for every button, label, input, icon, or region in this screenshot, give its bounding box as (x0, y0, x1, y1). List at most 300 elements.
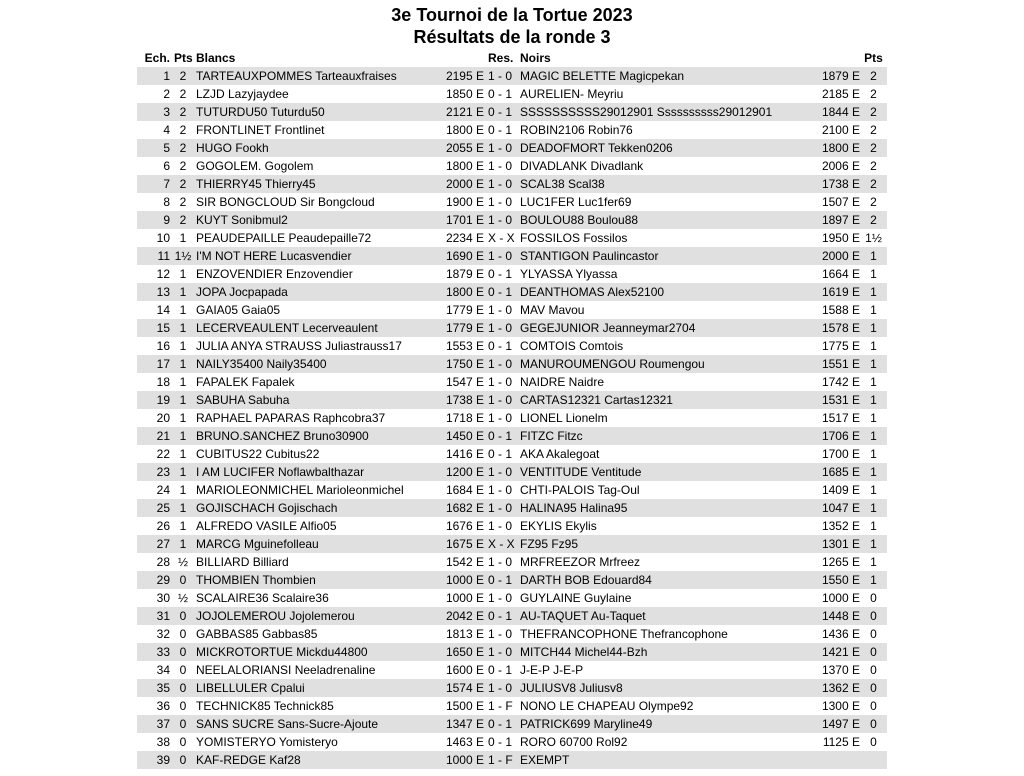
game-result: 0 - 1 (488, 447, 513, 461)
game-result: 1 - 0 (488, 211, 520, 229)
black-player: MRFREEZOR Mrfreez (520, 555, 640, 569)
black-elo: 1436 E (821, 627, 860, 641)
board-number: 10 (156, 231, 170, 245)
black-player: AKA Akalegoat (520, 447, 600, 461)
black-player: PATRICK699 Maryline49 (520, 715, 812, 733)
game-result: 0 - 1 (488, 87, 513, 101)
table-row (137, 661, 887, 679)
white-player: JOJOLEMEROU Jojolemerou (196, 607, 438, 625)
black-player: FITZC Fitzc (520, 427, 812, 445)
board-number: 4 (163, 123, 170, 137)
header-black-points: Pts (864, 51, 883, 65)
black-points: 0 (860, 607, 887, 625)
white-points: 2 (179, 123, 187, 137)
white-points: 1 (174, 499, 196, 517)
black-elo: 1421 E (812, 643, 860, 661)
white-points: 1 (179, 411, 187, 425)
board-number: 17 (137, 355, 174, 373)
white-player: I'M NOT HERE Lucasvendier (196, 247, 438, 265)
board-number: 37 (137, 715, 174, 733)
table-row (137, 301, 887, 319)
table-row (137, 319, 887, 337)
black-elo: 1000 E (821, 591, 860, 605)
black-player: EKYLIS Ekylis (520, 519, 597, 533)
board-number: 11 (137, 247, 174, 265)
white-player: ENZOVENDIER Enzovendier (196, 267, 353, 281)
board-number: 30 (156, 591, 170, 605)
header-white-points: Pts (174, 51, 193, 65)
white-elo: 1779 E (445, 303, 484, 317)
white-elo: 1553 E (445, 339, 484, 353)
black-points (860, 751, 887, 769)
white-elo: 1675 E (438, 535, 488, 553)
header-board: Ech. (144, 51, 170, 65)
table-row (137, 499, 887, 517)
board-number: 21 (137, 427, 174, 445)
black-points: 1½ (865, 231, 882, 245)
game-result: 1 - 0 (488, 591, 513, 605)
black-elo: 1497 E (812, 715, 860, 733)
white-player: NAILY35400 Naily35400 (196, 355, 438, 373)
white-points: 1 (179, 483, 187, 497)
white-elo: 1000 E (438, 751, 488, 769)
black-points: 1 (860, 535, 887, 553)
header-black: Noirs (520, 51, 551, 65)
board-number: 19 (137, 391, 174, 409)
white-player: PEAUDEPAILLE Peaudepaille72 (196, 231, 372, 245)
black-player: SCAL38 Scal38 (520, 175, 812, 193)
white-points: 1 (174, 427, 196, 445)
game-result: 0 - 1 (488, 735, 513, 749)
white-points: 0 (179, 663, 187, 677)
white-points: 1 (179, 519, 187, 533)
white-elo: 1738 E (438, 391, 488, 409)
black-elo: 1047 E (812, 499, 860, 517)
black-points: 0 (860, 679, 887, 697)
white-points: 1 (174, 391, 196, 409)
white-points: 1 (179, 375, 187, 389)
white-points: 0 (174, 571, 196, 589)
table-row (137, 211, 887, 229)
black-player: ROBIN2106 Robin76 (520, 123, 633, 137)
white-elo: 1000 E (438, 571, 488, 589)
black-points: 2 (860, 139, 887, 157)
white-points: 1 (174, 535, 196, 553)
table-row (137, 445, 887, 463)
black-elo: 2185 E (821, 87, 860, 101)
header-result: Res. (488, 51, 514, 65)
game-result: 1 - 0 (488, 411, 513, 425)
white-player: JOPA Jocpapada (196, 283, 438, 301)
white-player: JULIA ANYA STRAUSS Juliastrauss17 (196, 339, 402, 353)
game-result: 1 - 0 (488, 499, 520, 517)
white-elo: 1676 E (445, 519, 484, 533)
white-player: THOMBIEN Thombien (196, 571, 438, 589)
white-elo: 2000 E (438, 175, 488, 193)
white-points: 1 (174, 319, 196, 337)
white-points: ½ (177, 591, 188, 605)
white-elo: 2055 E (438, 139, 488, 157)
game-result: 0 - 1 (488, 339, 513, 353)
black-player: GEGEJUNIOR Jeanneymar2704 (520, 319, 812, 337)
white-points: 2 (179, 195, 187, 209)
black-player: CHTI-PALOIS Tag-Oul (520, 483, 640, 497)
white-elo: 1701 E (438, 211, 488, 229)
white-player: LZJD Lazyjaydee (196, 87, 289, 101)
board-number: 18 (156, 375, 170, 389)
black-points: 1 (860, 283, 887, 301)
black-elo: 1950 E (821, 231, 860, 245)
black-player: FZ95 Fz95 (520, 535, 812, 553)
black-points: 0 (870, 591, 877, 605)
white-points: 2 (179, 87, 187, 101)
black-elo: 1301 E (812, 535, 860, 553)
white-elo: 2042 E (438, 607, 488, 625)
black-elo: 1800 E (812, 139, 860, 157)
black-player: J-E-P J-E-P (520, 663, 584, 677)
white-player: FRONTLINET Frontlinet (196, 123, 325, 137)
table-row (137, 283, 887, 301)
white-points: 2 (174, 211, 196, 229)
white-elo: 2234 E (445, 231, 484, 245)
black-player: DEANTHOMAS Alex52100 (520, 283, 812, 301)
white-player: BILLIARD Billiard (196, 555, 289, 569)
black-player: FOSSILOS Fossilos (520, 231, 628, 245)
black-player: COMTOIS Comtois (520, 339, 624, 353)
black-elo: 1844 E (812, 103, 860, 121)
white-elo: 1547 E (445, 375, 484, 389)
black-elo (812, 751, 860, 769)
game-result: 1 - 0 (488, 519, 513, 533)
game-result: 1 - 0 (488, 355, 520, 373)
black-player: HALINA95 Halina95 (520, 499, 812, 517)
game-result: 0 - 1 (488, 571, 520, 589)
white-elo: 1850 E (445, 87, 484, 101)
game-result: 0 - 1 (488, 103, 520, 121)
round-subtitle: Résultats de la ronde 3 (413, 27, 611, 47)
white-player: GABBAS85 Gabbas85 (196, 627, 318, 641)
white-player: CUBITUS22 Cubitus22 (196, 447, 320, 461)
table-row (137, 427, 887, 445)
white-elo: 1800 E (445, 123, 484, 137)
table-row (137, 373, 887, 391)
board-number: 9 (137, 211, 174, 229)
game-result: 1 - 0 (488, 67, 520, 85)
results-table (137, 49, 887, 769)
table-row (137, 625, 887, 643)
header-row (137, 49, 887, 67)
table-row (137, 247, 887, 265)
table-row (137, 391, 887, 409)
black-elo: 1531 E (812, 391, 860, 409)
white-points: 1 (174, 463, 196, 481)
game-result: 1 - 0 (488, 303, 513, 317)
white-elo: 1800 E (445, 159, 484, 173)
table-row (137, 733, 887, 751)
game-result: 0 - 1 (488, 267, 513, 281)
table-row (137, 157, 887, 175)
black-points: 2 (870, 159, 877, 173)
white-points: 0 (179, 627, 187, 641)
board-number: 27 (137, 535, 174, 553)
white-player: SABUHA Sabuha (196, 391, 438, 409)
white-elo: 1347 E (438, 715, 488, 733)
board-number: 12 (156, 267, 170, 281)
black-elo: 1775 E (821, 339, 860, 353)
black-points: 0 (870, 699, 877, 713)
table-row (137, 103, 887, 121)
black-points: 1 (860, 499, 887, 517)
white-elo: 2195 E (438, 67, 488, 85)
board-number: 29 (137, 571, 174, 589)
black-player: CARTAS12321 Cartas12321 (520, 391, 812, 409)
board-number: 6 (163, 159, 170, 173)
table-row (137, 571, 887, 589)
white-player: I AM LUCIFER Noflawbalthazar (196, 463, 438, 481)
black-points: 0 (870, 735, 877, 749)
black-player: RORO 60700 Rol92 (520, 735, 628, 749)
white-elo: 1684 E (445, 483, 484, 497)
black-elo: 1897 E (812, 211, 860, 229)
board-number: 38 (156, 735, 170, 749)
white-points: 1½ (174, 247, 196, 265)
board-number: 33 (137, 643, 174, 661)
white-elo: 1900 E (445, 195, 484, 209)
white-elo: 1879 E (445, 267, 484, 281)
table-row (137, 337, 887, 355)
black-points: 1 (870, 447, 877, 461)
white-points: 1 (174, 283, 196, 301)
black-points: 1 (860, 391, 887, 409)
black-points: 1 (860, 427, 887, 445)
black-points: 1 (870, 267, 877, 281)
black-elo: 1300 E (821, 699, 860, 713)
white-elo: 1416 E (445, 447, 484, 461)
black-player: AU-TAQUET Au-Taquet (520, 607, 812, 625)
board-number: 32 (156, 627, 170, 641)
black-elo: 1409 E (821, 483, 860, 497)
white-player: SCALAIRE36 Scalaire36 (196, 591, 329, 605)
game-result: 0 - 1 (488, 427, 520, 445)
board-number: 22 (156, 447, 170, 461)
white-player: SIR BONGCLOUD Sir Bongcloud (196, 195, 375, 209)
black-player: NAIDRE Naidre (520, 375, 605, 389)
white-player: ALFREDO VASILE Alfio05 (196, 519, 337, 533)
header-white-elo (438, 49, 488, 67)
white-player: RAPHAEL PAPARAS Raphcobra37 (196, 411, 386, 425)
white-elo: 1690 E (438, 247, 488, 265)
black-elo: 1370 E (821, 663, 860, 677)
black-points: 1 (870, 339, 877, 353)
white-points: 1 (174, 355, 196, 373)
black-points: 1 (870, 411, 877, 425)
black-elo: 1685 E (812, 463, 860, 481)
game-result: 1 - 0 (488, 463, 520, 481)
white-player: MICKROTORTUE Mickdu44800 (196, 643, 438, 661)
black-player: MAGIC BELETTE Magicpekan (520, 67, 812, 85)
table-row (137, 553, 887, 571)
black-player: DEADOFMORT Tekken0206 (520, 139, 812, 157)
board-number: 26 (156, 519, 170, 533)
game-result: 1 - F (488, 751, 520, 769)
game-result: 1 - 0 (488, 627, 513, 641)
table-row (137, 643, 887, 661)
white-player: NEELALORIANSI Neeladrenaline (196, 663, 376, 677)
white-elo: 1718 E (445, 411, 484, 425)
black-elo: 1551 E (812, 355, 860, 373)
board-number: 28 (156, 555, 170, 569)
black-elo: 1265 E (821, 555, 860, 569)
table-row (137, 679, 887, 697)
black-player: SSSSSSSSSS29012901 Ssssssssss29012901 (520, 103, 812, 121)
game-result: 1 - 0 (488, 643, 520, 661)
game-result: 0 - 1 (488, 715, 520, 733)
board-number: 2 (163, 87, 170, 101)
table-row (137, 139, 887, 157)
white-elo: 1750 E (438, 355, 488, 373)
white-points: 0 (174, 751, 196, 769)
white-points: 1 (179, 303, 187, 317)
white-points: 2 (179, 159, 187, 173)
black-elo: 2000 E (812, 247, 860, 265)
white-player: MARCG Mguinefolleau (196, 535, 438, 553)
black-elo: 1706 E (812, 427, 860, 445)
white-elo: 1463 E (445, 735, 484, 749)
white-player: TECHNICK85 Technick85 (196, 699, 334, 713)
table-row (137, 229, 887, 247)
game-result: 1 - 0 (488, 175, 520, 193)
black-player: LUC1FER Luc1fer69 (520, 195, 632, 209)
white-elo: 1779 E (438, 319, 488, 337)
black-elo: 1578 E (812, 319, 860, 337)
black-points: 1 (870, 483, 877, 497)
board-number: 25 (137, 499, 174, 517)
black-points: 2 (870, 195, 877, 209)
header-white: Blancs (196, 51, 236, 65)
white-player: LECERVEAULENT Lecerveaulent (196, 319, 438, 337)
white-player: THIERRY45 Thierry45 (196, 175, 438, 193)
table-row (137, 481, 887, 499)
table-row (137, 409, 887, 427)
black-points: 1 (870, 519, 877, 533)
game-result: 1 - 0 (488, 679, 520, 697)
game-result: 0 - 1 (488, 607, 520, 625)
white-points: 2 (174, 175, 196, 193)
white-elo: 1813 E (445, 627, 484, 641)
black-points: 1 (870, 375, 877, 389)
white-player: YOMISTERYO Yomisteryo (196, 735, 338, 749)
game-result: X - X (488, 535, 520, 553)
white-elo: 1500 E (445, 699, 484, 713)
white-player: TARTEAUXPOMMES Tarteauxfraises (196, 67, 438, 85)
black-points: 2 (860, 175, 887, 193)
black-elo: 1517 E (821, 411, 860, 425)
black-elo: 1362 E (812, 679, 860, 697)
white-elo: 1000 E (445, 591, 484, 605)
black-elo: 2006 E (821, 159, 860, 173)
table-row (137, 463, 887, 481)
black-points: 1 (860, 319, 887, 337)
black-elo: 1738 E (812, 175, 860, 193)
white-player: GOJISCHACH Gojischach (196, 499, 438, 517)
board-number: 7 (137, 175, 174, 193)
table-row (137, 607, 887, 625)
black-player: MAV Mavou (520, 303, 585, 317)
black-points: 1 (860, 355, 887, 373)
board-number: 20 (156, 411, 170, 425)
white-points: 2 (174, 103, 196, 121)
black-player: NONO LE CHAPEAU Olympe92 (520, 699, 694, 713)
board-number: 1 (137, 67, 174, 85)
game-result: 1 - 0 (488, 391, 520, 409)
table-row (137, 265, 887, 283)
white-elo: 1450 E (438, 427, 488, 445)
board-number: 35 (137, 679, 174, 697)
black-points: 1 (860, 247, 887, 265)
board-number: 5 (137, 139, 174, 157)
black-elo: 1742 E (821, 375, 860, 389)
white-elo: 1542 E (445, 555, 484, 569)
black-player: LIONEL Lionelm (520, 411, 608, 425)
white-player: GAIA05 Gaia05 (196, 303, 281, 317)
black-elo: 1448 E (812, 607, 860, 625)
game-result: 0 - 1 (488, 283, 520, 301)
board-number: 23 (137, 463, 174, 481)
table-row (137, 715, 887, 733)
white-points: 2 (174, 67, 196, 85)
game-result: 1 - 0 (488, 319, 520, 337)
black-points: 2 (870, 87, 877, 101)
black-elo: 1125 E (822, 735, 860, 749)
white-points: 0 (174, 607, 196, 625)
table-row (137, 589, 887, 607)
black-player: EXEMPT (520, 751, 812, 769)
white-player: TUTURDU50 Tuturdu50 (196, 103, 438, 121)
white-player: HUGO Fookh (196, 139, 438, 157)
game-result: 1 - F (488, 699, 513, 713)
white-player: LIBELLULER Cpalui (196, 679, 438, 697)
white-elo: 1682 E (438, 499, 488, 517)
white-player: MARIOLEONMICHEL Marioleonmichel (196, 483, 404, 497)
black-points: 0 (870, 627, 877, 641)
black-player: GUYLAINE Guylaine (520, 591, 632, 605)
black-points: 2 (870, 123, 877, 137)
white-player: GOGOLEM. Gogolem (196, 159, 314, 173)
black-points: 2 (860, 103, 887, 121)
results-body (137, 67, 887, 769)
header-black-elo (812, 49, 860, 67)
game-result: 1 - 0 (488, 195, 513, 209)
black-player: DIVADLANK Divadlank (520, 159, 644, 173)
white-points: 1 (179, 339, 187, 353)
board-number: 24 (156, 483, 170, 497)
table-row (137, 751, 887, 769)
board-number: 36 (156, 699, 170, 713)
board-number: 15 (137, 319, 174, 337)
black-player: DARTH BOB Edouard84 (520, 571, 812, 589)
black-player: YLYASSA Ylyassa (520, 267, 618, 281)
black-player: VENTITUDE Ventitude (520, 463, 812, 481)
black-player: STANTIGON Paulincastor (520, 247, 812, 265)
board-number: 31 (137, 607, 174, 625)
white-points: 1 (179, 447, 187, 461)
board-number: 13 (137, 283, 174, 301)
white-points: 0 (174, 643, 196, 661)
table-row (137, 67, 887, 85)
black-player: JULIUSV8 Juliusv8 (520, 679, 812, 697)
black-points: 2 (860, 211, 887, 229)
white-elo: 1800 E (438, 283, 488, 301)
